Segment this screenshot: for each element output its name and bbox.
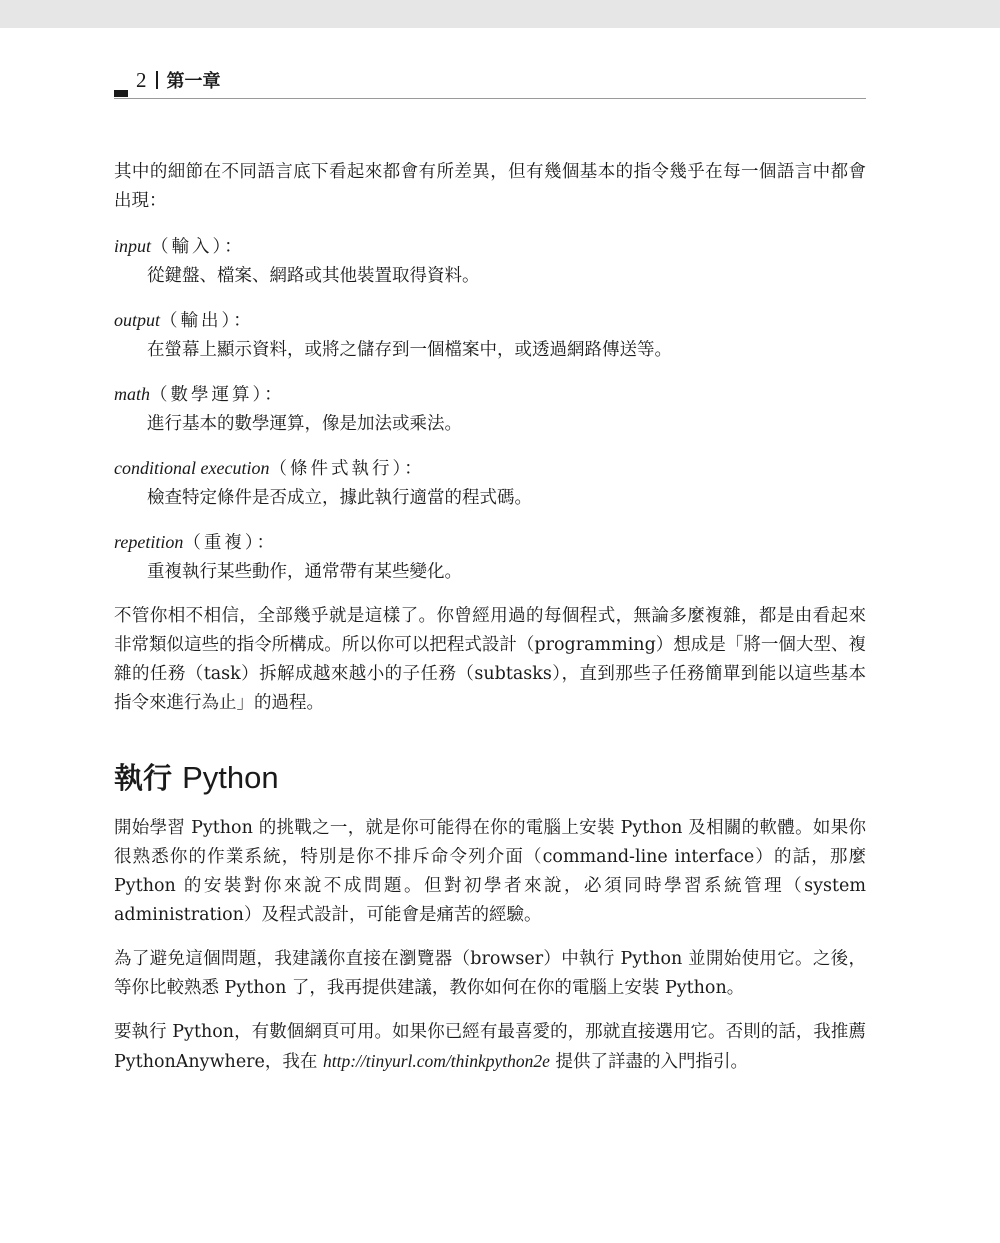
running-header: [114, 64, 866, 99]
intro-paragraph: 其中的細節在不同語言底下看起來都會有所差異，但有幾個基本的指令幾乎在每一個語言中都會出現：: [114, 162, 866, 211]
section-heading: [114, 758, 866, 798]
page-content: [114, 158, 866, 1092]
page-number: 2: [136, 68, 147, 92]
top-band: [0, 0, 1000, 28]
term-gloss: （條件式執行）：: [269, 459, 425, 479]
term-english: math: [114, 384, 150, 404]
header-text: [136, 67, 221, 93]
definition-description: 進行基本的數學運算，像是加法或乘法。: [147, 414, 462, 434]
term-gloss: （數學運算）：: [150, 385, 285, 405]
definition-description: 檢查特定條件是否成立，據此執行適當的程式碼。: [147, 488, 532, 508]
definition-term: [114, 380, 866, 410]
header-mark: [114, 90, 128, 97]
definition-term: [114, 232, 866, 262]
term-english: conditional execution: [114, 458, 270, 478]
tinyurl-link[interactable]: http://tinyurl.com/thinkpython2e: [322, 1051, 550, 1071]
section-paragraph-3: [114, 1018, 866, 1077]
definition-term: [114, 528, 866, 558]
definition-list: [114, 232, 866, 587]
section-title-latin: Python: [182, 760, 279, 795]
definition-term: [114, 306, 866, 336]
summary-paragraph: 不管你相不相信，全部幾乎就是這樣了。你曾經用過的每個程式，無論多麼複雜，都是由看起來非常類似這些的指令所構成。所以你可以把程式設計（programming）想成是「將一個大型、複雜的任務（task）拆解成越來越小的子任務（subtasks），直到那些子任務簡單到能以這些基本指令來進行為止」的過程。: [114, 606, 866, 713]
term-english: output: [114, 310, 161, 330]
paragraph-text: 要執行 Python，有數個網頁可用。如果你已經有最喜愛的，那就直接選用它。否則的話，我推薦 PythonAnywhere，我在: [114, 1022, 866, 1072]
term-gloss: （重複）：: [183, 533, 278, 553]
definition-description: 從鍵盤、檔案、網路或其他裝置取得資料。: [147, 266, 480, 286]
term-gloss: （輸出）：: [160, 311, 254, 331]
term-gloss: （輸入）：: [151, 237, 245, 257]
header-separator: [156, 71, 158, 89]
definition-description: 在螢幕上顯示資料，或將之儲存到一個檔案中，或透過網路傳送等。: [147, 340, 672, 360]
term-english: input: [114, 236, 152, 256]
definition-term: [114, 454, 866, 484]
term-english: repetition: [114, 532, 184, 552]
paragraph-text: 提供了詳盡的入門指引。: [549, 1052, 749, 1072]
definition-description: 重複執行某些動作，通常帶有某些變化。: [147, 562, 462, 582]
section-paragraph-1: 開始學習 Python 的挑戰之一，就是你可能得在你的電腦上安裝 Python 及相關的軟體。如果你很熟悉你的作業系統，特別是你不排斥命令列介面（command-line interface）的話，那麼 Python 的安裝對你來說不成問題。但對初學者來說，必須同時學習系統管理（system administration）及程式設計，可能會是痛苦的經驗。: [114, 818, 866, 925]
section-title-cjk: 執行: [114, 761, 173, 795]
section-paragraph-2: 為了避免這個問題，我建議你直接在瀏覽器（browser）中執行 Python 並開始使用它。之後，等你比較熟悉 Python 了，我再提供建議，教你如何在你的電腦上安裝 Python。: [114, 949, 866, 998]
chapter-title: 第一章: [166, 71, 221, 92]
